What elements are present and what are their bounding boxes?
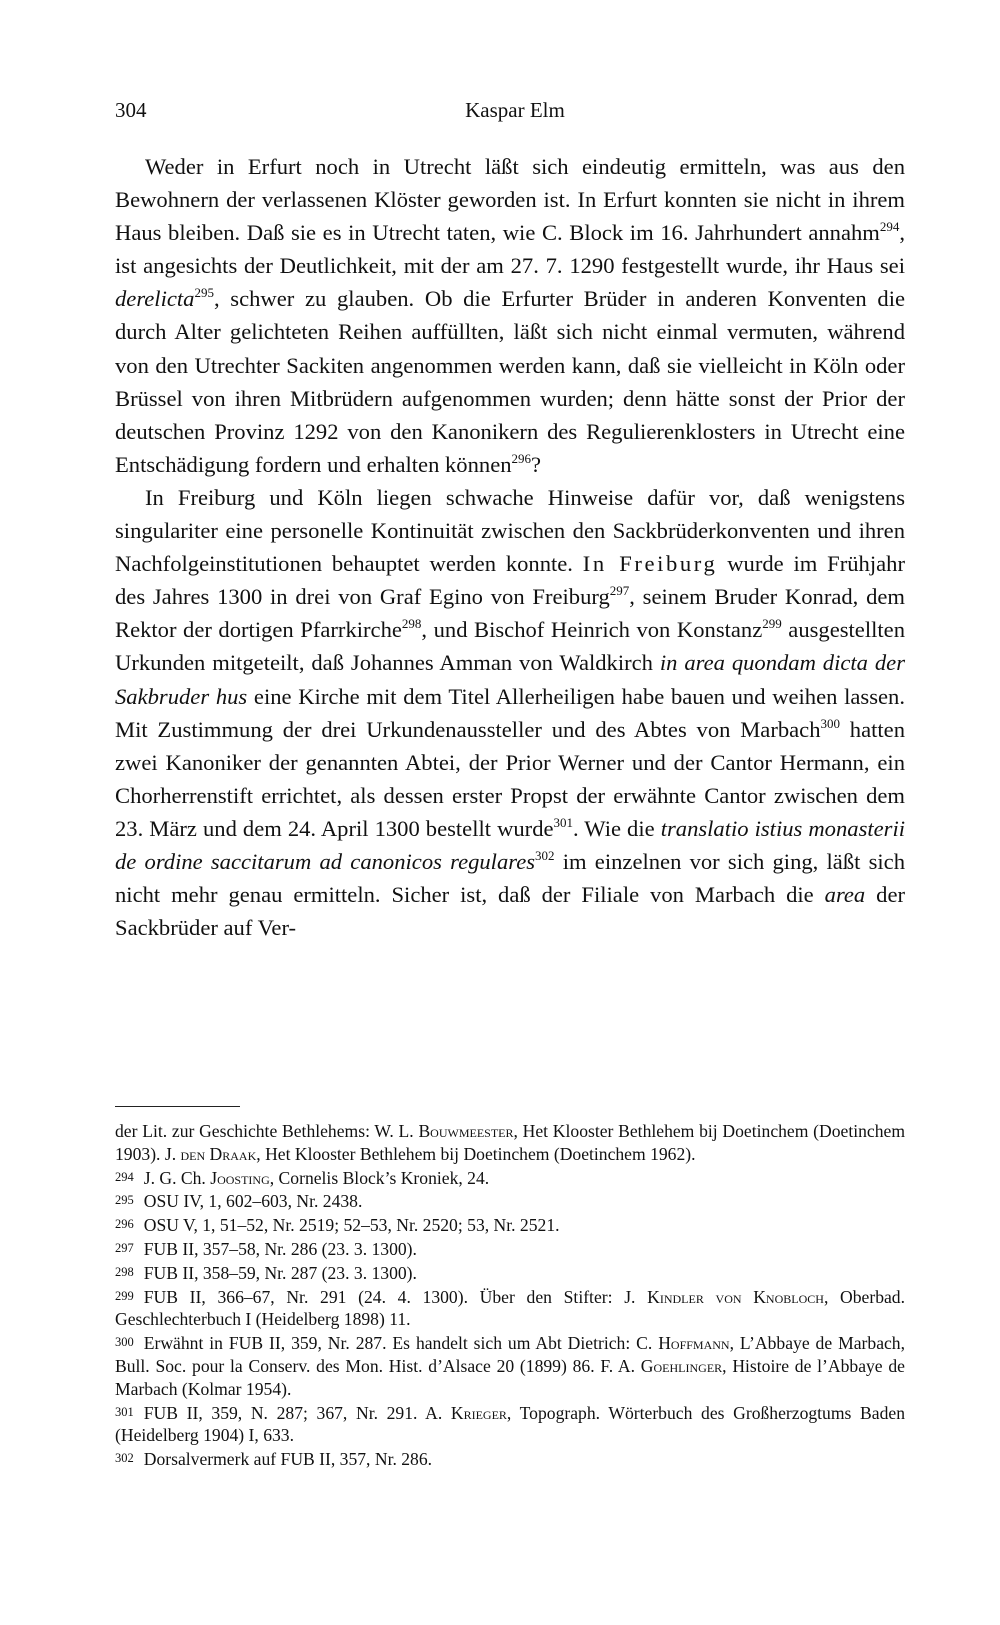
text-run: ausgestellten Urkunden mitgeteilt, daß Johannes Amman von Waldkirch [115,617,905,676]
text-run: im einzelnen vor sich ging, läßt sich nicht mehr genau ermitteln. Sicher ist, daß der Filiale von Marbach die [115,848,905,908]
text-run: , seinem Bruder Konrad, dem Rektor der dortigen Pfarrkirche [115,584,905,643]
text-run: Dorsalvermerk auf FUB II, 357, Nr. 286. [143,1449,433,1470]
text-run: FUB II, 357–58, Nr. 286 (23. 3. 1300). [143,1238,417,1259]
footnote-number: 294 [115,1169,134,1184]
text-run: , Het Klooster Bethlehem bij Doetinchem (Doetinchem 1962). [256,1143,696,1164]
footnote-ref[interactable]: 297 [609,583,630,599]
footnote-ref[interactable]: 302 [535,847,555,863]
footnotes [115,1120,905,1471]
text-run: , Cornelis Block’s Kroniek, 24. [269,1167,490,1188]
author-name: Krieger [450,1402,507,1423]
author-name: Joosting [210,1167,270,1188]
footnote-300 [115,1331,905,1400]
page-header [115,98,915,132]
text-run: , schwer zu glauben. Ob die Erfurter Brüder in anderen Konventen die durch Alter gelichteten Reihen auffüllten, läßt sich nicht einmal vermuten, während von den Utrechter Sackiten angenommen werden kann, daß sie vielleicht in Köln oder Brüssel von ihren Mitbrüdern aufgenommen wurden; denn hätte sonst der Prior der deutschen Provinz 1292 von den Kanonikern des Regulierenklosters in Utrecht eine Entschädigung fordern und erhalten können [115,286,905,477]
main-text [115,150,905,944]
author-name: den Draak [180,1143,257,1164]
text-run: ? [531,451,542,477]
text-run: der Sackbrüder auf Ver- [115,882,905,941]
footnote-number: 301 [115,1404,134,1419]
footnote-294 [115,1166,905,1190]
text-run: , Topograph. Wörterbuch des Großherzogtums Baden (Heidelberg 1904) I, 633. [115,1402,905,1446]
author-name: Bouwmeester [418,1121,514,1141]
footnote-number: 298 [115,1264,134,1279]
footnote-number: 302 [115,1451,134,1466]
footnote-299 [115,1285,905,1332]
footnote-number: 296 [115,1217,134,1232]
footnote-ref[interactable]: 298 [401,616,422,632]
text-run: , und Bischof Heinrich von Konstanz [421,617,763,643]
author-name: Goehlinger [640,1355,723,1376]
footnote-divider [115,1106,240,1107]
footnote-number: 299 [115,1288,134,1303]
text-run: hatten zwei Kanoniker der genannten Abtei, der Prior Werner und der Cantor Hermann, ein Chorherrenstift errichtet, als dessen erster Propst der erwähnte Cantor zwischen dem 23. März und dem 24. April 1300 bestellt wurde [115,716,905,841]
text-run: FUB II, 366–67, Nr. 291 (24. 4. 1300). Über den Stifter: J. [143,1286,648,1307]
footnote-ref[interactable]: 300 [820,715,840,731]
author-name: Hoffmann [658,1333,730,1354]
italic-quote: in area quondam dicta der Sakbruder hus [115,650,905,709]
footnote-295 [115,1189,905,1213]
italic-term: derelicta [115,286,195,312]
text-run: der Lit. zur Geschichte Bethlehems: W. L. [115,1121,419,1141]
footnote-ref[interactable]: 295 [194,285,214,301]
footnote-297 [115,1237,905,1261]
text-run: . Wie die [573,815,661,841]
text-run: Erwähnt in FUB II, 359, Nr. 287. Es handelt sich um Abt Dietrich: C. [143,1333,659,1354]
text-run: OSU IV, 1, 602–603, Nr. 2438. [143,1191,363,1212]
text-run: , Oberbad. Geschlechterbuch I (Heidelberg 1898) 11. [115,1286,905,1330]
footnote-ref[interactable]: 294 [879,219,900,235]
text-run: In Freiburg und Köln liegen schwache Hinweise dafür vor, daß wenigstens singulariter eine personelle Kontinuität zwischen den Sackbrüderkonventen und ihren Nachfolgeinstitutionen behauptet werden konnte. [115,484,905,577]
footnote-302 [115,1447,905,1471]
author-name: Kindler von Knobloch [647,1286,824,1307]
text-run: FUB II, 359, N. 287; 367, Nr. 291. A. [143,1402,451,1423]
text-run: J. G. Ch. [143,1167,211,1188]
footnote-301 [115,1401,905,1448]
text-run: Weder in Erfurt noch in Utrecht läßt sich eindeutig ermitteln, was aus den Bewohnern der verlassenen Klöster geworden ist. In Erfurt konnten sie nicht in ihrem Haus bleiben. Daß sie es in Utrecht taten, wie C. Block im 16. Jahrhundert annahm [115,154,905,246]
text-run: , Het Klooster Bethlehem bij Doetinchem (Doetinchem 1903). J. [115,1121,906,1164]
page-number: 304 [115,98,147,122]
footnote-296 [115,1213,905,1237]
text-run: eine Kirche mit dem Titel Allerheiligen habe bauen und weihen lassen. Mit Zustimmung der drei Urkundenaussteller und des Abtes von Marbach [115,683,905,742]
italic-term: area [824,882,866,908]
spaced-place-name: In Freiburg [582,551,718,577]
paragraph [115,150,905,481]
text-run: , Histoire de l’Abbaye de Marbach (Kolmar 1954). [115,1355,905,1399]
footnote-ref[interactable]: 299 [762,616,782,632]
footnote-ref[interactable]: 296 [511,450,532,466]
footnote-298 [115,1261,905,1285]
text-run: , ist angesichts der Deutlichkeit, mit der am 27. 7. 1290 festgestellt wurde, ihr Haus sei [115,220,905,279]
text-run: FUB II, 358–59, Nr. 287 (23. 3. 1300). [143,1262,417,1283]
text-run: OSU V, 1, 51–52, Nr. 2519; 52–53, Nr. 2520; 53, Nr. 2521. [143,1215,560,1236]
footnote-number: 295 [115,1193,134,1208]
text-run: , L’Abbaye de Marbach, Bull. Soc. pour la Conserv. des Mon. Hist. d’Alsace 20 (1899) 86. F. A. [115,1333,906,1376]
footnote-ref[interactable]: 301 [553,814,574,830]
footnote-continued [115,1120,905,1166]
text-run: wurde im Frühjahr des Jahres 1300 in drei von Graf Egino von Freiburg [115,551,905,610]
paragraph [115,481,905,944]
footnote-number: 300 [115,1335,134,1350]
footnote-number: 297 [115,1240,134,1255]
italic-quote: translatio istius monasterii de ordine saccitarum ad canonicos regulares [115,815,906,874]
running-title: Kaspar Elm [465,98,565,122]
